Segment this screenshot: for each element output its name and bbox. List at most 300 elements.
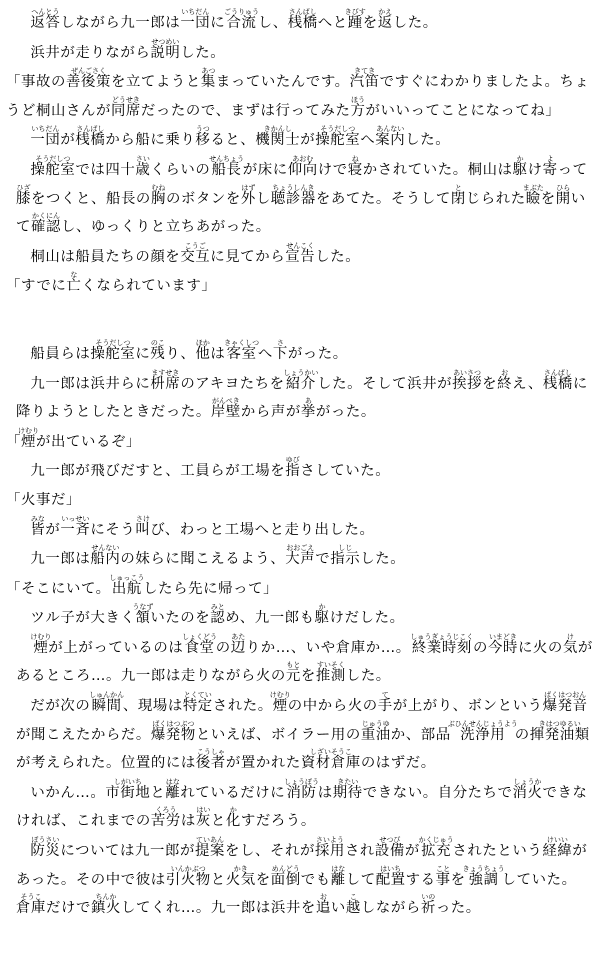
ruby-base: 寄 bbox=[542, 161, 558, 178]
ruby-word bbox=[200, 67, 216, 91]
furigana: むね bbox=[150, 183, 166, 192]
ruby-word bbox=[30, 154, 76, 178]
ruby-word bbox=[150, 183, 166, 207]
text-run: くらいの bbox=[150, 161, 211, 178]
furigana: ひざ bbox=[16, 183, 31, 192]
text-run: か、部品 bbox=[390, 726, 451, 743]
ruby-base: 経緯 bbox=[542, 843, 573, 860]
narrative-paragraph bbox=[16, 8, 599, 38]
furigana: ぶひんせんじょうよう bbox=[447, 719, 518, 728]
ruby-base: 宣告 bbox=[285, 248, 316, 265]
furigana: さんばし bbox=[75, 125, 106, 134]
text-run: した。 bbox=[345, 668, 391, 685]
ruby-base: 挙 bbox=[300, 404, 316, 421]
ruby-word bbox=[314, 603, 330, 627]
text-run: をし、それが bbox=[225, 843, 315, 860]
text-run: のはずだ。 bbox=[360, 755, 436, 772]
ruby-word bbox=[90, 338, 136, 362]
text-run: まっていたんです。 bbox=[215, 74, 350, 91]
text-run: り、 bbox=[165, 345, 196, 362]
text-run: けで bbox=[317, 161, 348, 178]
text-run: いて bbox=[16, 190, 586, 236]
text-run: を bbox=[540, 190, 556, 207]
ruby-base: 聴診器 bbox=[270, 190, 316, 207]
dialogue-paragraph bbox=[6, 271, 599, 301]
ruby-word bbox=[314, 836, 345, 860]
furigana: さんばし bbox=[287, 8, 318, 16]
ruby-base: 外 bbox=[240, 190, 256, 207]
text-run: し、ゆっくりと立ちあがった。 bbox=[60, 219, 271, 236]
furigana: めんどう bbox=[270, 864, 301, 873]
ruby-base: 下 bbox=[272, 345, 288, 362]
furigana: せんない bbox=[90, 544, 121, 553]
text-run: していた。 bbox=[501, 871, 577, 888]
ruby-base: 食堂 bbox=[182, 639, 218, 656]
ruby-word bbox=[240, 183, 256, 207]
furigana: けむり bbox=[269, 691, 291, 700]
ruby-base: 寝 bbox=[347, 161, 363, 178]
ruby-base: 操舵室 bbox=[30, 161, 76, 178]
ruby-base: 元 bbox=[285, 668, 301, 685]
ruby-word bbox=[65, 67, 111, 91]
furigana: へんとう bbox=[30, 8, 61, 16]
ruby-word bbox=[66, 271, 82, 295]
furigana: せんこく bbox=[285, 241, 316, 250]
ruby-word bbox=[180, 241, 211, 265]
section-break bbox=[16, 301, 599, 339]
furigana: さんばし bbox=[542, 368, 573, 377]
narrative-paragraph bbox=[16, 155, 599, 242]
ruby-word bbox=[182, 691, 213, 715]
ruby-word bbox=[315, 125, 361, 149]
ruby-word bbox=[110, 95, 141, 119]
ruby-word bbox=[225, 806, 241, 830]
ruby-base: 採用 bbox=[314, 843, 345, 860]
furigana: みな bbox=[30, 514, 46, 523]
text-run: のボタンを bbox=[165, 190, 241, 207]
ruby-base: 設備 bbox=[374, 843, 405, 860]
text-run: がった。 bbox=[315, 404, 376, 421]
furigana: か bbox=[512, 154, 528, 163]
text-run: え、 bbox=[512, 375, 543, 392]
ruby-word bbox=[90, 544, 121, 568]
ruby-word bbox=[195, 836, 225, 860]
ruby-base: 閉 bbox=[450, 190, 466, 207]
furigana: きびす bbox=[344, 8, 366, 16]
furigana: しがいち bbox=[105, 777, 151, 786]
ruby-word bbox=[165, 777, 181, 801]
furigana: きはつゆるい bbox=[529, 719, 590, 728]
ruby-word bbox=[529, 719, 590, 743]
ruby-base: 揮発油類 bbox=[529, 726, 590, 743]
text-run: さしていた。 bbox=[300, 463, 391, 480]
ruby-base: 説明 bbox=[150, 44, 181, 61]
ruby-word bbox=[195, 806, 211, 830]
ruby-word bbox=[375, 125, 406, 149]
ruby-base: 祈 bbox=[420, 900, 436, 917]
text-run: った。 bbox=[435, 900, 481, 917]
narrative-paragraph bbox=[16, 603, 599, 633]
ruby-base: 瞬間 bbox=[89, 698, 125, 715]
furigana: お bbox=[315, 893, 331, 902]
ruby-word bbox=[272, 338, 288, 362]
ruby-base: 拡充 bbox=[418, 843, 454, 860]
furigana: か bbox=[314, 603, 330, 612]
furigana: はな bbox=[330, 864, 346, 873]
ruby-word bbox=[225, 864, 256, 888]
ruby-base: 面倒 bbox=[270, 871, 301, 888]
ruby-base: 爆発物 bbox=[150, 726, 196, 743]
ruby-word bbox=[224, 8, 260, 31]
furigana: がんぺき bbox=[210, 397, 241, 406]
text-run: 九一郎は bbox=[30, 551, 91, 568]
furigana: そうこ bbox=[16, 893, 46, 902]
text-run: と bbox=[150, 784, 166, 801]
furigana: よ bbox=[542, 154, 558, 163]
ruby-base: 一団 bbox=[180, 15, 211, 31]
ruby-word bbox=[300, 748, 361, 772]
narrative-paragraph bbox=[16, 125, 599, 155]
narrative-paragraph bbox=[16, 456, 599, 486]
ruby-word bbox=[195, 748, 226, 772]
furigana: かくじゅう bbox=[418, 836, 454, 845]
ruby-word bbox=[109, 573, 145, 597]
ruby-word bbox=[270, 864, 301, 888]
ruby-word bbox=[375, 864, 406, 888]
ruby-word bbox=[542, 836, 573, 860]
dialogue-paragraph bbox=[6, 574, 599, 604]
text-run: があるところ…。九一郎は走りながら火の bbox=[16, 639, 593, 685]
furigana: もと bbox=[285, 661, 301, 670]
ruby-base: 出航 bbox=[109, 580, 145, 597]
text-run: に降りようとしたときだった。 bbox=[16, 375, 588, 421]
ruby-base: 皆 bbox=[30, 521, 46, 538]
ruby-word bbox=[350, 95, 366, 119]
ruby-word bbox=[377, 691, 393, 715]
text-run: が聞こえたからだ。 bbox=[16, 726, 151, 743]
narrative-paragraph bbox=[16, 544, 599, 574]
text-run: へ bbox=[257, 345, 273, 362]
ruby-word bbox=[195, 338, 211, 362]
furigana: のこ bbox=[150, 338, 166, 347]
ruby-base: 推測 bbox=[315, 668, 346, 685]
text-run: 「 bbox=[6, 433, 21, 450]
ruby-word bbox=[16, 893, 46, 917]
ruby-base: 仰向 bbox=[287, 161, 318, 178]
furigana: しょうかい bbox=[283, 368, 319, 377]
ruby-base: 倉庫 bbox=[16, 900, 46, 917]
ruby-base: 化 bbox=[225, 813, 241, 830]
ruby-word bbox=[210, 603, 226, 627]
narrative-paragraph bbox=[16, 339, 599, 369]
text-run: に火の bbox=[517, 639, 563, 656]
text-run: に bbox=[210, 15, 226, 31]
narrative-paragraph bbox=[16, 38, 599, 68]
ruby-word bbox=[347, 154, 363, 178]
ruby-word bbox=[283, 368, 319, 392]
ruby-word bbox=[300, 397, 316, 421]
ruby-base: 重油 bbox=[360, 726, 391, 743]
ruby-base: 追 bbox=[315, 900, 331, 917]
furigana: きょうちょう bbox=[462, 864, 505, 873]
ruby-base: 駆 bbox=[314, 610, 330, 627]
text-run: の bbox=[514, 726, 530, 743]
text-run: され bbox=[344, 843, 375, 860]
ruby-word bbox=[285, 241, 316, 265]
text-run: が上がり、ボンという bbox=[392, 698, 543, 715]
text-run: 九一郎が飛びだすと、工員らが工場を bbox=[30, 463, 286, 480]
text-run: の妹らに聞こえるよう、 bbox=[120, 551, 286, 568]
furigana: けむり bbox=[30, 632, 52, 641]
ruby-base: 終 bbox=[497, 375, 513, 392]
text-run: だけで bbox=[45, 900, 91, 917]
ruby-base: 客室 bbox=[224, 345, 260, 362]
furigana: あいさつ bbox=[452, 368, 483, 377]
text-run: いかん…。 bbox=[30, 784, 106, 801]
ruby-word bbox=[224, 338, 260, 362]
text-run: が bbox=[300, 132, 316, 149]
ruby-word bbox=[377, 8, 393, 31]
text-run: だったので、まずは行ってみた bbox=[140, 102, 351, 119]
ruby-word bbox=[150, 806, 181, 830]
text-run: しながら九一郎は bbox=[60, 15, 181, 31]
ruby-word bbox=[284, 777, 320, 801]
ruby-base: 枡席 bbox=[150, 375, 181, 392]
furigana: しょうぼう bbox=[284, 777, 320, 786]
text-run: を立てようと bbox=[110, 74, 201, 91]
ruby-word bbox=[332, 777, 363, 801]
text-run: いたのを bbox=[150, 610, 211, 627]
furigana: ほか bbox=[195, 338, 211, 347]
text-run: 「事故の bbox=[6, 74, 66, 91]
ruby-word bbox=[452, 368, 483, 392]
ruby-base: 離 bbox=[330, 871, 346, 888]
furigana: て bbox=[377, 691, 393, 700]
ruby-base: 期待 bbox=[332, 784, 363, 801]
text-run: に bbox=[135, 345, 151, 362]
furigana: あ bbox=[300, 397, 316, 406]
furigana: そうだしつ bbox=[315, 125, 361, 134]
ruby-base: 防災 bbox=[30, 843, 61, 860]
ruby-base: 今時 bbox=[487, 639, 518, 656]
ruby-base: 桟橋 bbox=[542, 375, 573, 392]
narrative-paragraph bbox=[16, 778, 599, 836]
ruby-base: 船長 bbox=[209, 161, 245, 178]
ruby-base: 叫 bbox=[135, 521, 151, 538]
furigana: けむり bbox=[18, 426, 39, 435]
ruby-word bbox=[542, 154, 558, 178]
text-run: をあてた。そうして bbox=[315, 190, 451, 207]
ruby-word bbox=[135, 514, 151, 538]
narrative-paragraph bbox=[16, 691, 599, 778]
furigana: せんちょう bbox=[209, 154, 245, 163]
furigana: きたい bbox=[332, 777, 363, 786]
text-run: でも bbox=[300, 871, 331, 888]
ruby-word bbox=[182, 632, 218, 656]
dialogue-paragraph bbox=[6, 486, 599, 515]
text-run: 浜井が走りながら bbox=[30, 44, 151, 61]
text-run: 船員らは bbox=[30, 345, 91, 362]
furigana: ばくはつおん bbox=[542, 691, 588, 700]
ruby-base: 越 bbox=[345, 900, 361, 917]
ruby-word bbox=[132, 603, 154, 627]
text-run: くなられています」 bbox=[81, 278, 217, 295]
ruby-word bbox=[522, 183, 544, 207]
ruby-base: 方 bbox=[350, 102, 366, 119]
furigana: しゅっこう bbox=[109, 573, 145, 582]
furigana: そうだしつ bbox=[90, 338, 136, 347]
narrative-paragraph bbox=[16, 515, 599, 545]
text-run: が上がっているのは bbox=[48, 639, 184, 656]
text-run: したら先に帰って」 bbox=[143, 580, 279, 597]
ruby-word bbox=[330, 544, 361, 568]
text-run: で bbox=[315, 551, 331, 568]
furigana: かき bbox=[225, 864, 256, 873]
text-run: する bbox=[405, 871, 436, 888]
ruby-word bbox=[30, 632, 52, 656]
furigana: きゃくしつ bbox=[224, 338, 260, 347]
ruby-base: 他 bbox=[195, 345, 211, 362]
ruby-base: 操舵室 bbox=[90, 345, 136, 362]
text-run: を bbox=[362, 15, 378, 31]
ruby-base: 指示 bbox=[330, 551, 361, 568]
text-run: があった。その中で彼は bbox=[16, 843, 588, 888]
text-run: から声が bbox=[240, 404, 301, 421]
text-run: が床に bbox=[242, 161, 288, 178]
ruby-word bbox=[287, 8, 318, 31]
furigana: ばくはつぶつ bbox=[150, 719, 196, 728]
furigana: ごうりゅう bbox=[224, 8, 260, 16]
ruby-word bbox=[349, 67, 380, 91]
ruby-word bbox=[360, 719, 391, 743]
text-run: かされていた。桐山は bbox=[362, 161, 513, 178]
furigana: いんかぶつ bbox=[165, 864, 211, 873]
text-run: については九一郎が bbox=[60, 843, 196, 860]
ruby-word bbox=[89, 691, 125, 715]
furigana: あんない bbox=[375, 125, 406, 134]
ruby-word bbox=[150, 368, 181, 392]
text-run: が出ているぞ」 bbox=[36, 433, 141, 450]
furigana: と bbox=[450, 183, 466, 192]
text-run: じられた bbox=[465, 190, 526, 207]
text-run: し、 bbox=[257, 15, 288, 31]
text-run: が考えられた。位置的には bbox=[16, 755, 196, 772]
furigana: せつび bbox=[374, 836, 405, 845]
ruby-word bbox=[285, 456, 301, 480]
ruby-word bbox=[30, 8, 61, 31]
ruby-word bbox=[31, 212, 61, 236]
text-run: から船に乗り bbox=[105, 132, 196, 149]
ruby-word bbox=[165, 864, 211, 888]
ruby-word bbox=[447, 719, 518, 743]
narrative-paragraph bbox=[16, 836, 599, 923]
furigana: ていあん bbox=[195, 836, 225, 845]
text-run: と bbox=[210, 813, 226, 830]
ruby-base: 一団 bbox=[30, 132, 61, 149]
furigana: な bbox=[66, 271, 82, 280]
furigana: いの bbox=[420, 893, 436, 902]
text-run: にそう bbox=[90, 521, 136, 538]
ruby-base: 歳 bbox=[135, 161, 151, 178]
ruby-base: 踵 bbox=[344, 15, 366, 31]
furigana: せつめい bbox=[150, 37, 181, 46]
furigana: けいい bbox=[542, 836, 573, 845]
text-run: した。 bbox=[392, 15, 438, 31]
furigana: いまどき bbox=[487, 632, 518, 641]
ruby-base: 消火 bbox=[512, 784, 543, 801]
ruby-base: 岸壁 bbox=[210, 404, 241, 421]
ruby-word bbox=[30, 836, 61, 860]
ruby-base: 操舵室 bbox=[315, 132, 361, 149]
text-run: を bbox=[300, 668, 316, 685]
ruby-word bbox=[418, 836, 454, 860]
ruby-word bbox=[150, 719, 196, 743]
ruby-word bbox=[150, 37, 181, 61]
furigana: しざいそうこ bbox=[300, 748, 361, 757]
furigana: いちだん bbox=[30, 125, 61, 134]
narrative-paragraph bbox=[16, 242, 599, 272]
ruby-base: 挨拶 bbox=[452, 375, 483, 392]
ruby-base: 灰 bbox=[195, 813, 211, 830]
furigana: こうご bbox=[180, 241, 211, 250]
ruby-base: 辺 bbox=[230, 639, 246, 656]
ruby-base: 移 bbox=[195, 132, 211, 149]
ruby-word bbox=[330, 864, 346, 888]
ruby-base: 資材倉庫 bbox=[300, 755, 361, 772]
text-run: ると、 bbox=[210, 132, 256, 149]
text-run: 「火事だ」 bbox=[6, 491, 81, 508]
furigana: ぼうさい bbox=[30, 836, 61, 845]
text-run: び、わっと工場へと走り出した。 bbox=[150, 521, 375, 538]
furigana: くろう bbox=[150, 806, 181, 815]
text-run: がいいってことになってね」 bbox=[365, 102, 561, 119]
furigana: きかんし bbox=[255, 125, 301, 134]
furigana: ぜんごさく bbox=[65, 67, 111, 76]
text-run: といえば、ボイラー用の bbox=[195, 726, 361, 743]
ruby-base: 確認 bbox=[31, 219, 61, 236]
furigana: どうせき bbox=[110, 95, 141, 104]
ruby-base: 紹介 bbox=[283, 375, 319, 392]
text-run: し bbox=[255, 190, 271, 207]
furigana: しじ bbox=[330, 544, 361, 553]
furigana: みと bbox=[210, 603, 226, 612]
text-run: できない。自分たちで bbox=[362, 784, 513, 801]
ruby-base: 案内 bbox=[375, 132, 406, 149]
text-run: ですぐにわかりましたよ。ちょうど桐山さんが bbox=[6, 74, 590, 119]
ruby-word bbox=[315, 893, 331, 917]
text-run: と bbox=[210, 871, 226, 888]
ruby-word bbox=[420, 893, 436, 917]
ruby-base: 後者 bbox=[195, 755, 226, 772]
ruby-base: 汽笛 bbox=[349, 74, 380, 91]
text-run: へ bbox=[360, 132, 376, 149]
furigana: ひら bbox=[555, 183, 571, 192]
furigana: さいよう bbox=[314, 836, 345, 845]
furigana: ゆび bbox=[285, 456, 301, 465]
text-run: れているだけに bbox=[180, 784, 286, 801]
ruby-base: 駆 bbox=[512, 161, 528, 178]
text-run: 桐山は船員たちの顔を bbox=[30, 248, 181, 265]
text-run: け bbox=[527, 161, 543, 178]
text-run: して bbox=[345, 871, 376, 888]
ruby-base: 開 bbox=[555, 190, 571, 207]
ruby-base: 爆発音 bbox=[542, 698, 588, 715]
text-run: がった。 bbox=[287, 345, 348, 362]
ruby-word bbox=[374, 836, 405, 860]
dialogue-paragraph bbox=[6, 427, 599, 457]
text-run: め、九一郎も bbox=[225, 610, 315, 627]
ruby-base: 特定 bbox=[182, 698, 213, 715]
